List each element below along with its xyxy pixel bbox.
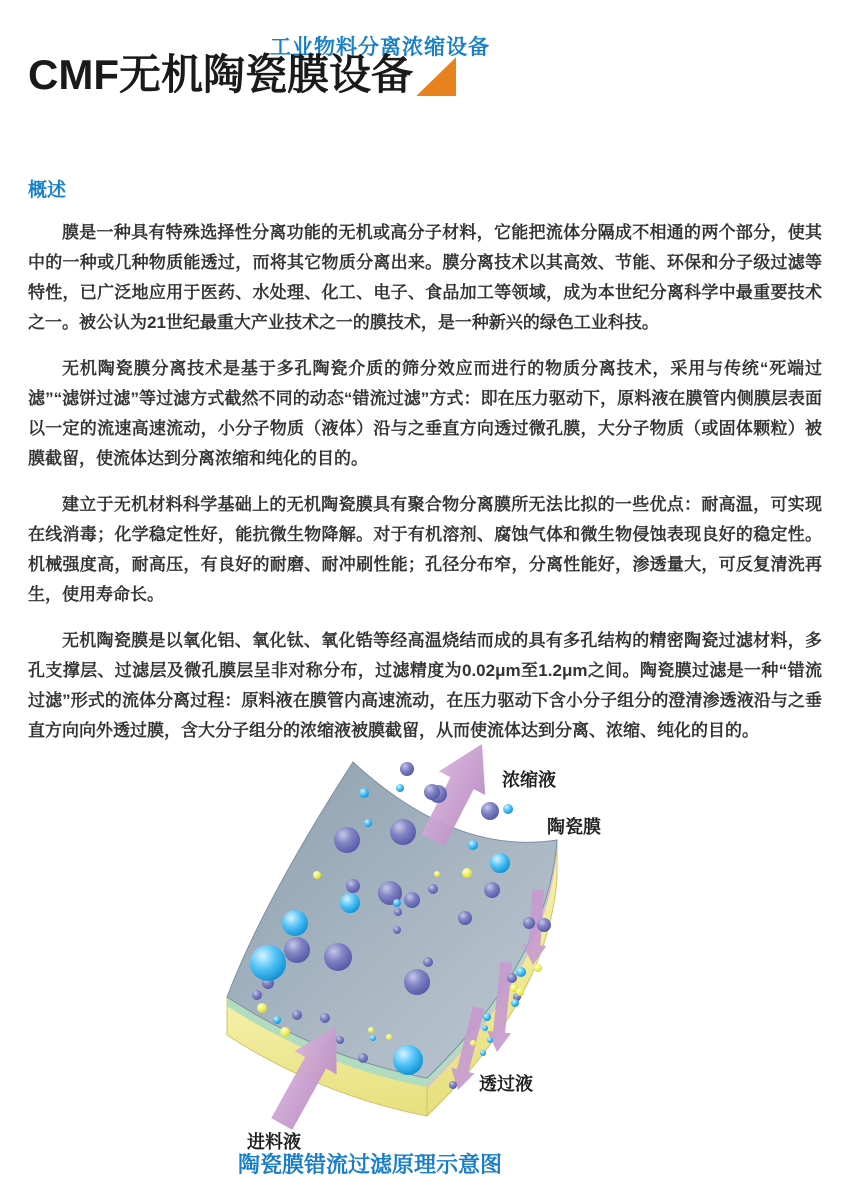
label-permeate: 透过液 <box>479 1074 533 1094</box>
overview-body <box>28 218 822 762</box>
overview-paragraph-3: 建立于无机材料科学基础上的无机陶瓷膜具有聚合物分离膜所无法比拟的一些优点：耐高温，可实现在线消毒；化学稳定性好，能抗微生物降解。对于有机溶剂、腐蚀气体和微生物侵蚀表现良好的稳定性。机械强度高，耐高压，有良好的耐磨、耐冲刷性能；孔径分布窄，分离性能好，渗透量大，可反复清洗再生，使用寿命长。 <box>28 495 822 604</box>
label-concentrate: 浓缩液 <box>502 770 556 790</box>
title-row <box>28 52 456 98</box>
overview-paragraph-4: 无机陶瓷膜是以氧化铝、氧化钛、氧化锆等经高温烧结而成的具有多孔结构的精密陶瓷过滤材料，多孔支撑层、过滤层及微孔膜层呈非对称分布，过滤精度为0.02μm至1.2μm之间。陶瓷膜过滤是一种“错流过滤”形式的流体分离过程：原料液在膜管内高速流动，在压力驱动下含小分子组分的澄清渗透液沿与之垂直方向向外透过膜，含大分子组分的浓缩液被膜截留，从而使流体达到分离、浓缩、纯化的目的。 <box>28 631 822 740</box>
orange-triangle-icon <box>416 57 456 96</box>
membrane-3d-illustration <box>0 730 850 1195</box>
diagram-caption: 陶瓷膜错流过滤原理示意图 <box>238 1152 503 1177</box>
overview-paragraph-1: 膜是一种具有特殊选择性分离功能的无机或高分子材料，它能把流体分隔成不相通的两个部分，使其中的一种或几种物质能透过，而将其它物质分离出来。膜分离技术以其高效、节能、环保和分子级过滤等特性，已广泛地应用于医药、水处理、化工、电子、食品加工等领域，成为本世纪分离科学中最重要技术之一。被公认为21世纪最重大产业技术之一的膜技术，是一种新兴的绿色工业科技。 <box>28 223 822 332</box>
header-subtitle: 工业物料分离浓缩设备 <box>270 36 490 59</box>
label-feed: 进料液 <box>247 1132 301 1152</box>
page-title: CMF无机陶瓷膜设备 <box>28 51 413 98</box>
label-ceramic-membrane: 陶瓷膜 <box>547 817 601 837</box>
membrane-diagram <box>0 730 850 1195</box>
section-heading-overview: 概述 <box>28 180 67 201</box>
overview-paragraph-2: 无机陶瓷膜分离技术是基于多孔陶瓷介质的筛分效应而进行的物质分离技术，采用与传统“死端过滤”“滤饼过滤”等过滤方式截然不同的动态“错流过滤”方式：即在压力驱动下，原料液在膜管内侧膜层表面以一定的流速高速流动，小分子物质（液体）沿与之垂直方向透过微孔膜，大分子物质（或固体颗粒）被膜截留，使流体达到分离浓缩和纯化的目的。 <box>28 359 822 468</box>
